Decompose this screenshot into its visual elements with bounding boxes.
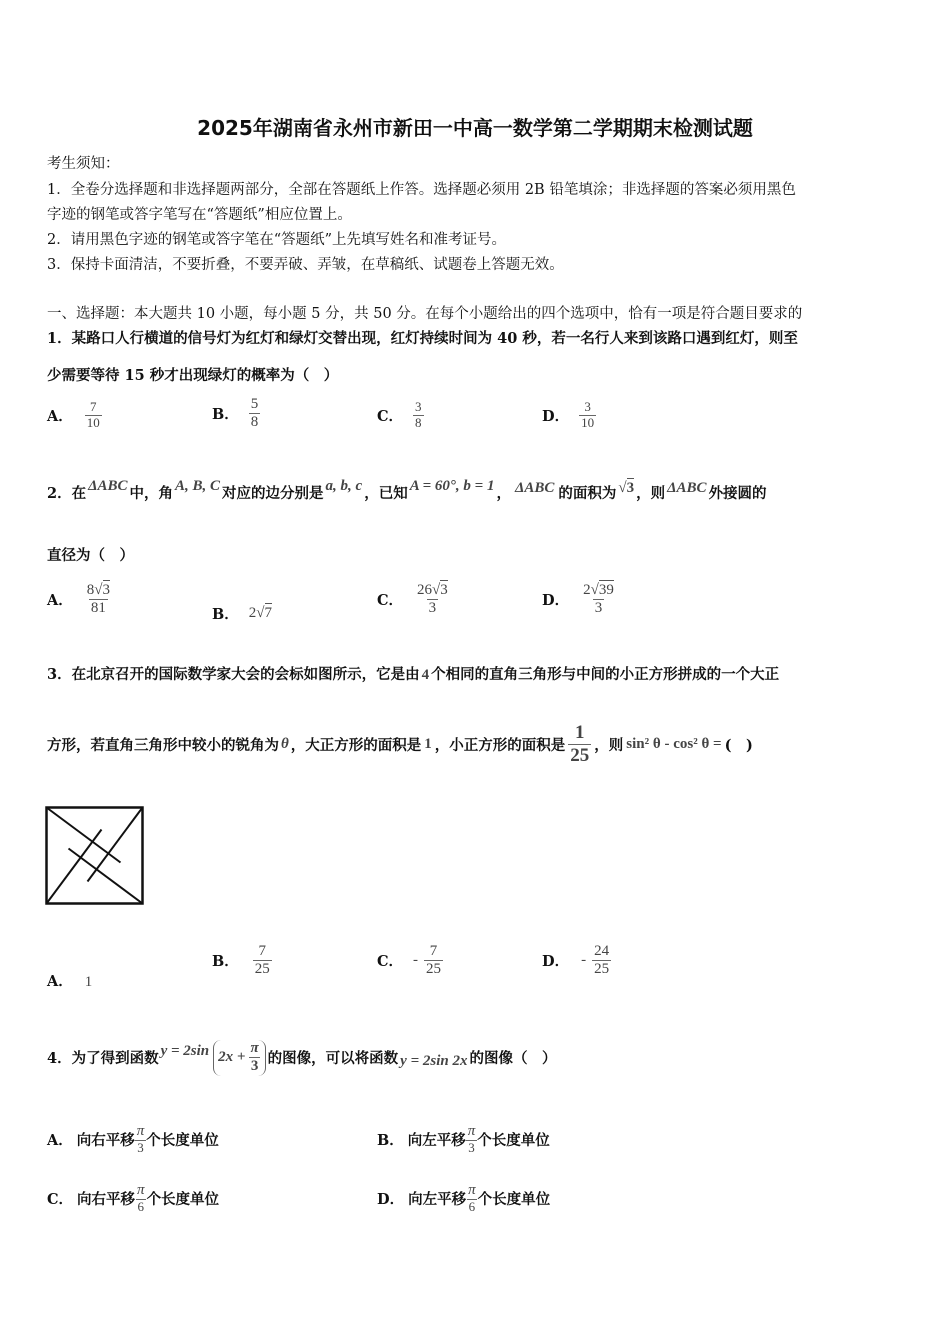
q1-stem-line1: 1．某路口人行横道的信号灯为红灯和绿灯交替出现，红灯持续时间为 40 秒，若一名行人来到该路口遇到红灯，则至: [47, 330, 798, 347]
fraction: $\frac{5}{8}$: [250, 396, 259, 431]
option-label: C．: [377, 592, 404, 610]
option-label: D．: [377, 1191, 405, 1209]
fraction: $\frac{8√3}{81}$: [86, 582, 110, 617]
q3-option-b[interactable]: [212, 943, 272, 979]
notice-item-2: 2．请用黑色字迹的钢笔或答字笔在“答题纸”上先填写姓名和准考证号。: [47, 232, 507, 248]
q2-option-d[interactable]: [542, 582, 616, 618]
q4-option-b[interactable]: B． 向左平移 $\frac{\pi}{3}$ 个长度单位: [377, 1123, 550, 1156]
fraction: $\frac{7}{10}$: [86, 399, 100, 430]
option-label: B．: [212, 606, 239, 623]
fraction: $\frac{\pi}{3}$: [250, 1040, 259, 1075]
q4-option-d[interactable]: D． 向左平移 $\frac{\pi}{6}$ 个长度单位: [377, 1182, 551, 1215]
math-triangle: ΔABC: [667, 480, 707, 496]
fraction: $\frac{7}{25}$: [254, 943, 270, 978]
fraction: $\frac{\pi}{6}$: [137, 1182, 145, 1215]
q2-option-c[interactable]: [377, 582, 450, 618]
option-label: D．: [542, 407, 570, 425]
q1-option-d[interactable]: [542, 400, 596, 431]
math-given: A = 60°, b = 1: [409, 478, 495, 494]
math-triangle: ΔABC: [514, 480, 555, 496]
fraction: $\frac{26√3}{3}$: [417, 582, 448, 617]
notice-item-3: 3．保持卡面清洁，不要折叠，不要弄破、弄皱，在草稿纸、试题卷上答题无效。: [47, 257, 564, 273]
fraction: $\frac{3}{10}$: [581, 399, 595, 430]
notice-item-1: 1．全卷分选择题和非选择题两部分，全部在答题纸上作答。选择题必须用 2B 铅笔填涂；非选择题的答案必须用黑色: [47, 182, 796, 198]
minus-sign: -: [581, 952, 587, 969]
option-label: A．: [47, 1132, 73, 1150]
option-label: A．: [47, 973, 73, 990]
radical: 2√7: [248, 605, 272, 621]
option-value: 1: [84, 974, 93, 990]
section-heading: 一、选择题：本大题共 10 小题，每小题 5 分，共 50 分。在每个小题给出的四个选项中，恰有一项是符合题目要求的: [47, 306, 803, 322]
fraction: $\frac{\pi}{6}$: [468, 1182, 476, 1215]
option-label: C．: [377, 953, 404, 971]
q4-option-c[interactable]: C． 向右平移 $\frac{\pi}{6}$ 个长度单位: [47, 1182, 220, 1215]
fraction: $\frac{24}{25}$: [594, 943, 610, 978]
q4-stem: 4．为了得到函数 y = 2sin 2x + $\frac{\pi}{3}$ 的图像，可以将函数 y = 2sin 2x 的图像（ ）: [47, 1040, 557, 1075]
q2-option-b[interactable]: [212, 603, 272, 624]
notice-heading: 考生须知：: [47, 156, 120, 172]
q1-stem-line2: 少需要等待 15 秒才出现绿灯的概率为（ ）: [47, 367, 339, 384]
q3-option-d[interactable]: [542, 943, 611, 979]
q3-option-a[interactable]: [47, 970, 92, 991]
math-angles: A, B, C: [175, 478, 221, 494]
q3-figure-squares: [45, 806, 145, 906]
math-area: √3: [618, 480, 635, 496]
math-paren-group: 2x + $\frac{\pi}{3}$: [213, 1040, 266, 1076]
option-label: B．: [212, 953, 239, 971]
option-label: D．: [542, 592, 570, 610]
q4-option-a[interactable]: A． 向右平移 $\frac{\pi}{3}$ 个长度单位: [47, 1123, 219, 1156]
math-sides: a, b, c: [325, 478, 363, 494]
q3-stem-line2: 方形，若直角三角形中较小的锐角为 θ ，大正方形的面积是 1 ，小正方形的面积是 $\frac{1}{25}$ ，则 sin² θ - cos² θ = ( ): [47, 722, 753, 766]
q2-option-a[interactable]: [47, 582, 112, 618]
q1-option-a[interactable]: [47, 400, 102, 431]
fraction: $\frac{2√39}{3}$: [583, 582, 614, 617]
math-expression: sin² θ - cos² θ =: [626, 735, 722, 752]
option-label: C．: [377, 407, 404, 425]
fraction: $\frac{7}{25}$: [426, 943, 442, 978]
q3-option-c[interactable]: [377, 943, 443, 979]
option-label: B．: [212, 406, 239, 424]
q1-option-b[interactable]: [212, 396, 260, 432]
option-label: A．: [47, 407, 73, 425]
fraction: $\frac{3}{8}$: [415, 399, 422, 430]
math-triangle: ΔABC: [88, 478, 128, 494]
option-label: B．: [377, 1132, 404, 1150]
fraction: $\frac{\pi}{3}$: [136, 1123, 145, 1156]
q1-option-c[interactable]: [377, 400, 424, 431]
q2-stem-line2: 直径为（ ）: [47, 547, 134, 564]
page-title: 2025年湖南省永州市新田一中高一数学第二学期期末检测试题: [197, 116, 753, 140]
fraction: $\frac{1}{25}$: [570, 722, 590, 766]
notice-item-1-cont: 字迹的钢笔或答字笔写在“答题纸”相应位置上。: [47, 207, 352, 223]
option-label: D．: [542, 953, 570, 971]
minus-sign: -: [413, 952, 419, 969]
q3-stem-line1: 3．在北京召开的国际数学家大会的会标如图所示，它是由 4 个相同的直角三角形与中间的小正方形拼成的一个大正: [47, 666, 780, 683]
fraction: $\frac{\pi}{3}$: [467, 1123, 476, 1156]
q2-stem-line1: 2．在 ΔABC 中，角 A, B, C 对应的边分别是 a, b, c ，已知 A = 60°, b = 1 ， ΔABC 的面积为 √3 ，则 ΔABC 外接圆的: [47, 478, 767, 502]
option-label: A．: [47, 592, 73, 610]
option-label: C．: [47, 1191, 74, 1209]
